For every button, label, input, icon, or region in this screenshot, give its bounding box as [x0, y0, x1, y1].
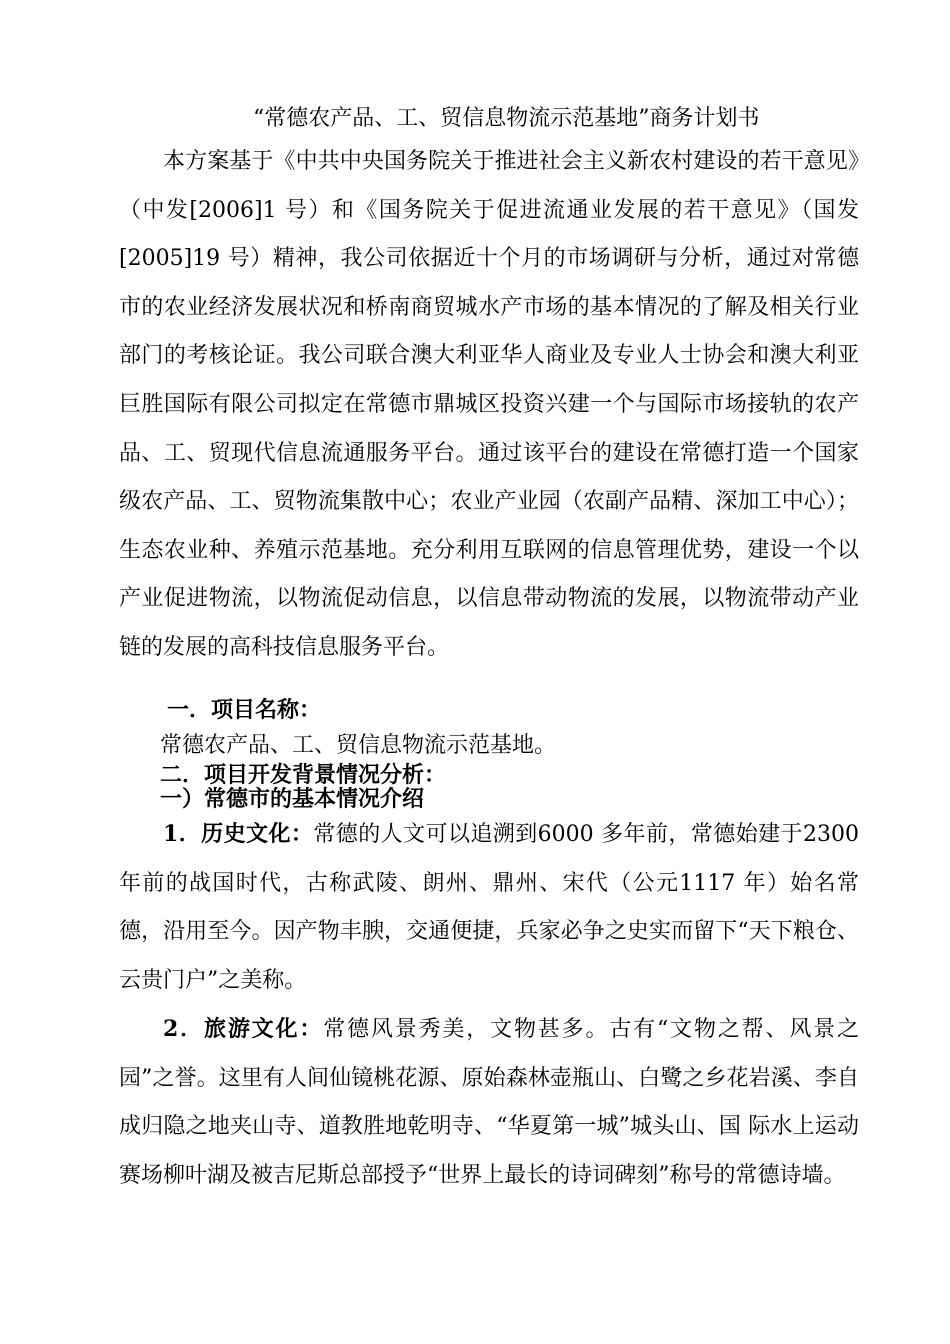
history-paragraph — [119, 810, 859, 1005]
document-title: “常德农产品、工、贸信息物流示范基地”商务计划书 — [253, 106, 760, 131]
tourism-text: 常德风景秀美，文物甚多。古有“文物之帮、风景之园”之誉。这里有人间仙镜桃花源、原始森林壶瓶山、白鹭之乡花岩溪、李自成归隐之地夹山寺、道教胜地乾明寺、“华夏第一城”城头山、国 际水上运动赛场柳叶湖及被吉尼斯总部授予“世界上最长的诗词碑刻”称号的常德诗墙。 — [119, 1017, 860, 1188]
tourism-lead: 2．旅游文化： — [163, 1016, 324, 1042]
section-2-subheading: 一）常德市的基本情况介绍 — [160, 786, 425, 812]
history-lead: 1．历史文化： — [163, 821, 314, 847]
project-name-text: 常德农产品、工、贸信息物流示范基地。 — [160, 733, 557, 758]
section-2-heading: 二．项目开发背景情况分析： — [160, 762, 447, 788]
intro-paragraph: 本方案基于《中共中央国务院关于推进社会主义新农村建设的若干意见》（中发[2006]1 号）和《国务院关于促进流通业发展的若干意见》（国发[2005]19 号）精神，我公司依据近十个月的市场调研与分析，通过对常德市的农业经济发展状况和桥南商贸城水产市场的基本情况的了解及相关行业部门的考核论证。我公司联合澳大利亚华人商业及专业人士协会和澳大利亚巨胜国际有限公司拟定在常德市鼎城区投资兴建一个与国际市场接轨的农产品、工、贸现代信息流通服务平台。通过该平台的建设在常德打造一个国家级农产品、工、贸物流集散中心；农业产业园（农副产品精、深加工中心）；生态农业种、养殖示范基地。充分利用互联网的信息管理优势，建设一个以产业促进物流，以物流促动信息，以信息带动物流的发展，以物流带动产业链的发展的高科技信息服务平台。 — [119, 149, 859, 660]
tourism-paragraph — [119, 1005, 859, 1200]
history-text: 常德的人文可以追溯到6000 多年前，常德始建于2300 年前的战国时代，古称武陵、朗州、鼎州、宋代（公元1117 年）始名常德，沿用至今。因产物丰腴，交通便捷，兵家必争之史实而留下“天下粮仓、云贵门户”之美称。 — [119, 822, 859, 993]
section-1-heading: 一．项目名称： — [167, 697, 322, 723]
